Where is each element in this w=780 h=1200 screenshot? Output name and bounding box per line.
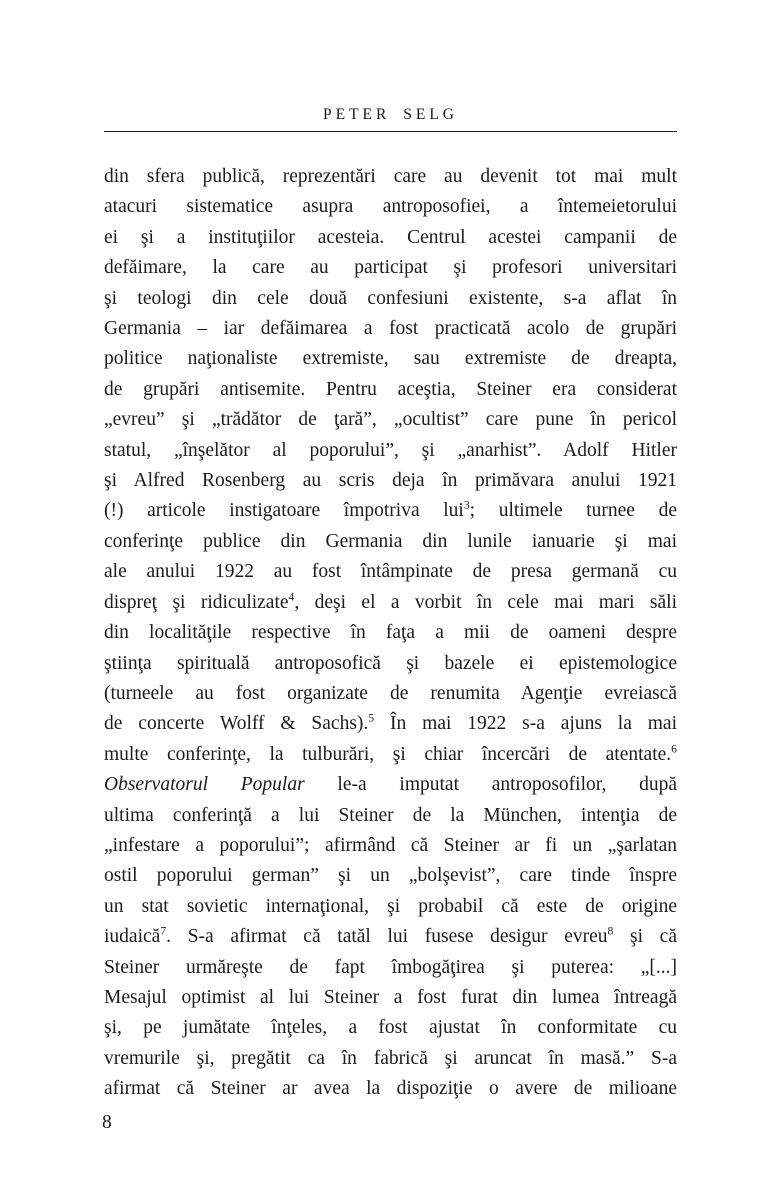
- text-segment: şi teologi din cele două confesiuni existente, s-a aflat în: [104, 287, 677, 309]
- italic-text: Observatorul Popular: [104, 774, 305, 796]
- text-line: [104, 649, 677, 679]
- text-segment: şi că: [613, 926, 677, 948]
- text-line: [104, 192, 677, 222]
- text-line: [104, 436, 677, 466]
- text-segment: ostil poporului german” şi un „bolşevist”, care tinde înspre: [104, 865, 677, 887]
- text-segment: . S-a afirmat că tatăl lui fusese desigur evreu: [166, 926, 608, 948]
- text-line: [104, 253, 677, 283]
- text-line: [104, 162, 677, 192]
- text-segment: şi Alfred Rosenberg au scris deja în primăvara anului 1921: [104, 470, 677, 492]
- text-segment: dispreţ şi ridiculizate: [104, 591, 289, 613]
- text-segment: ştiinţa spirituală antroposofică şi bazele ei epistemologice: [104, 652, 677, 674]
- text-line: [104, 831, 677, 861]
- text-line: [104, 618, 677, 648]
- text-segment: de concerte Wolff & Sachs).: [104, 713, 369, 735]
- text-line: [104, 892, 677, 922]
- body-text: [104, 162, 677, 1105]
- text-segment: Mesajul optimist al lui Steiner a fost furat din lumea întreagă: [104, 986, 677, 1008]
- text-segment: , deşi el a vorbit în cele mai mari săli: [294, 591, 677, 613]
- text-line: [104, 344, 677, 374]
- text-line: [104, 953, 677, 983]
- text-line: [104, 314, 677, 344]
- footnote-marker: 4: [288, 590, 295, 604]
- text-line: [104, 770, 677, 800]
- text-line: [104, 983, 677, 1013]
- text-segment: politice naţionaliste extremiste, sau extremiste de dreapta,: [104, 348, 677, 370]
- text-segment: din sfera publică, reprezentări care au devenit tot mai mult: [104, 166, 677, 187]
- text-segment: din localităţile respective în faţa a mii de oameni despre: [104, 622, 677, 644]
- text-line: [104, 375, 677, 405]
- text-segment: (!) articole instigatoare împotriva lui: [104, 500, 464, 522]
- text-segment: „infestare a poporului”; afirmând că Steiner ar fi un „şarlatan: [104, 834, 677, 856]
- text-segment: ale anului 1922 au fost întâmpinate de presa germană cu: [104, 561, 677, 583]
- text-segment: Steiner urmăreşte de fapt îmbogăţirea şi puterea: „[...]: [104, 956, 677, 978]
- text-segment: ultima conferinţă a lui Steiner de la München, intenţia de: [104, 804, 677, 826]
- text-segment: un stat sovietic internaţional, şi probabil că este de origine: [104, 895, 677, 917]
- text-segment: le-a imputat antroposofilor, după: [304, 774, 677, 796]
- text-line: [104, 740, 677, 770]
- text-line: [104, 557, 677, 587]
- footnote-marker: 5: [368, 711, 375, 725]
- text-segment: ei şi a instituţiilor acesteia. Centrul acestei campanii de: [104, 226, 677, 248]
- text-segment: atacuri sistematice asupra antroposofiei, a întemeietorului: [104, 196, 677, 218]
- footnote-marker: 3: [463, 498, 470, 512]
- text-segment: vremurile şi, pregătit ca în fabrică şi aruncat în masă.” S-a: [104, 1047, 677, 1069]
- text-line: [104, 861, 677, 891]
- text-segment: (turneele au fost organizate de renumita Agenţie evreiască: [104, 682, 677, 704]
- text-segment: În mai 1922 s-a ajuns la mai: [374, 713, 678, 735]
- text-line: [104, 223, 677, 253]
- text-segment: şi, pe jumătate înţeles, a fost ajustat în conformitate cu: [104, 1017, 677, 1039]
- text-segment: statul, „înşelător al poporului”, şi „anarhist”. Adolf Hitler: [104, 439, 677, 461]
- page-number: 8: [102, 1112, 112, 1133]
- footnote-marker: 7: [160, 924, 167, 938]
- text-line: [104, 284, 677, 314]
- text-line: [104, 496, 677, 526]
- text-line: [104, 922, 677, 952]
- text-line: [104, 709, 677, 739]
- text-line: [104, 801, 677, 831]
- text-line: [104, 1044, 677, 1074]
- running-header: PETER SELG: [323, 106, 458, 123]
- text-segment: afirmat că Steiner ar avea la dispoziţie o avere de milioane: [104, 1078, 677, 1100]
- text-segment: defăimare, la care au participat şi profesori universitari: [104, 257, 677, 279]
- text-line: [104, 466, 677, 496]
- text-segment: ; ultimele turnee de: [469, 500, 677, 522]
- text-segment: „evreu” şi „trădător de ţară”, „ocultist” care pune în pericol: [104, 409, 677, 431]
- text-line: [104, 405, 677, 435]
- text-segment: Germania – iar defăimarea a fost practicată acolo de grupări: [104, 318, 677, 340]
- text-segment: iudaică: [104, 926, 161, 948]
- footnote-marker: 6: [671, 742, 677, 756]
- text-segment: de grupări antisemite. Pentru aceştia, Steiner era considerat: [104, 378, 677, 400]
- text-line: [104, 1013, 677, 1043]
- text-line: [104, 527, 677, 557]
- text-segment: conferinţe publice din Germania din lunile ianuarie şi mai: [104, 530, 677, 552]
- footnote-marker: 8: [607, 924, 614, 938]
- text-segment: multe conferinţe, la tulburări, şi chiar încercări de atentate.: [104, 743, 672, 765]
- text-line: [104, 588, 677, 618]
- text-line: [104, 1074, 677, 1104]
- header-rule: [104, 131, 677, 132]
- text-line: [104, 679, 677, 709]
